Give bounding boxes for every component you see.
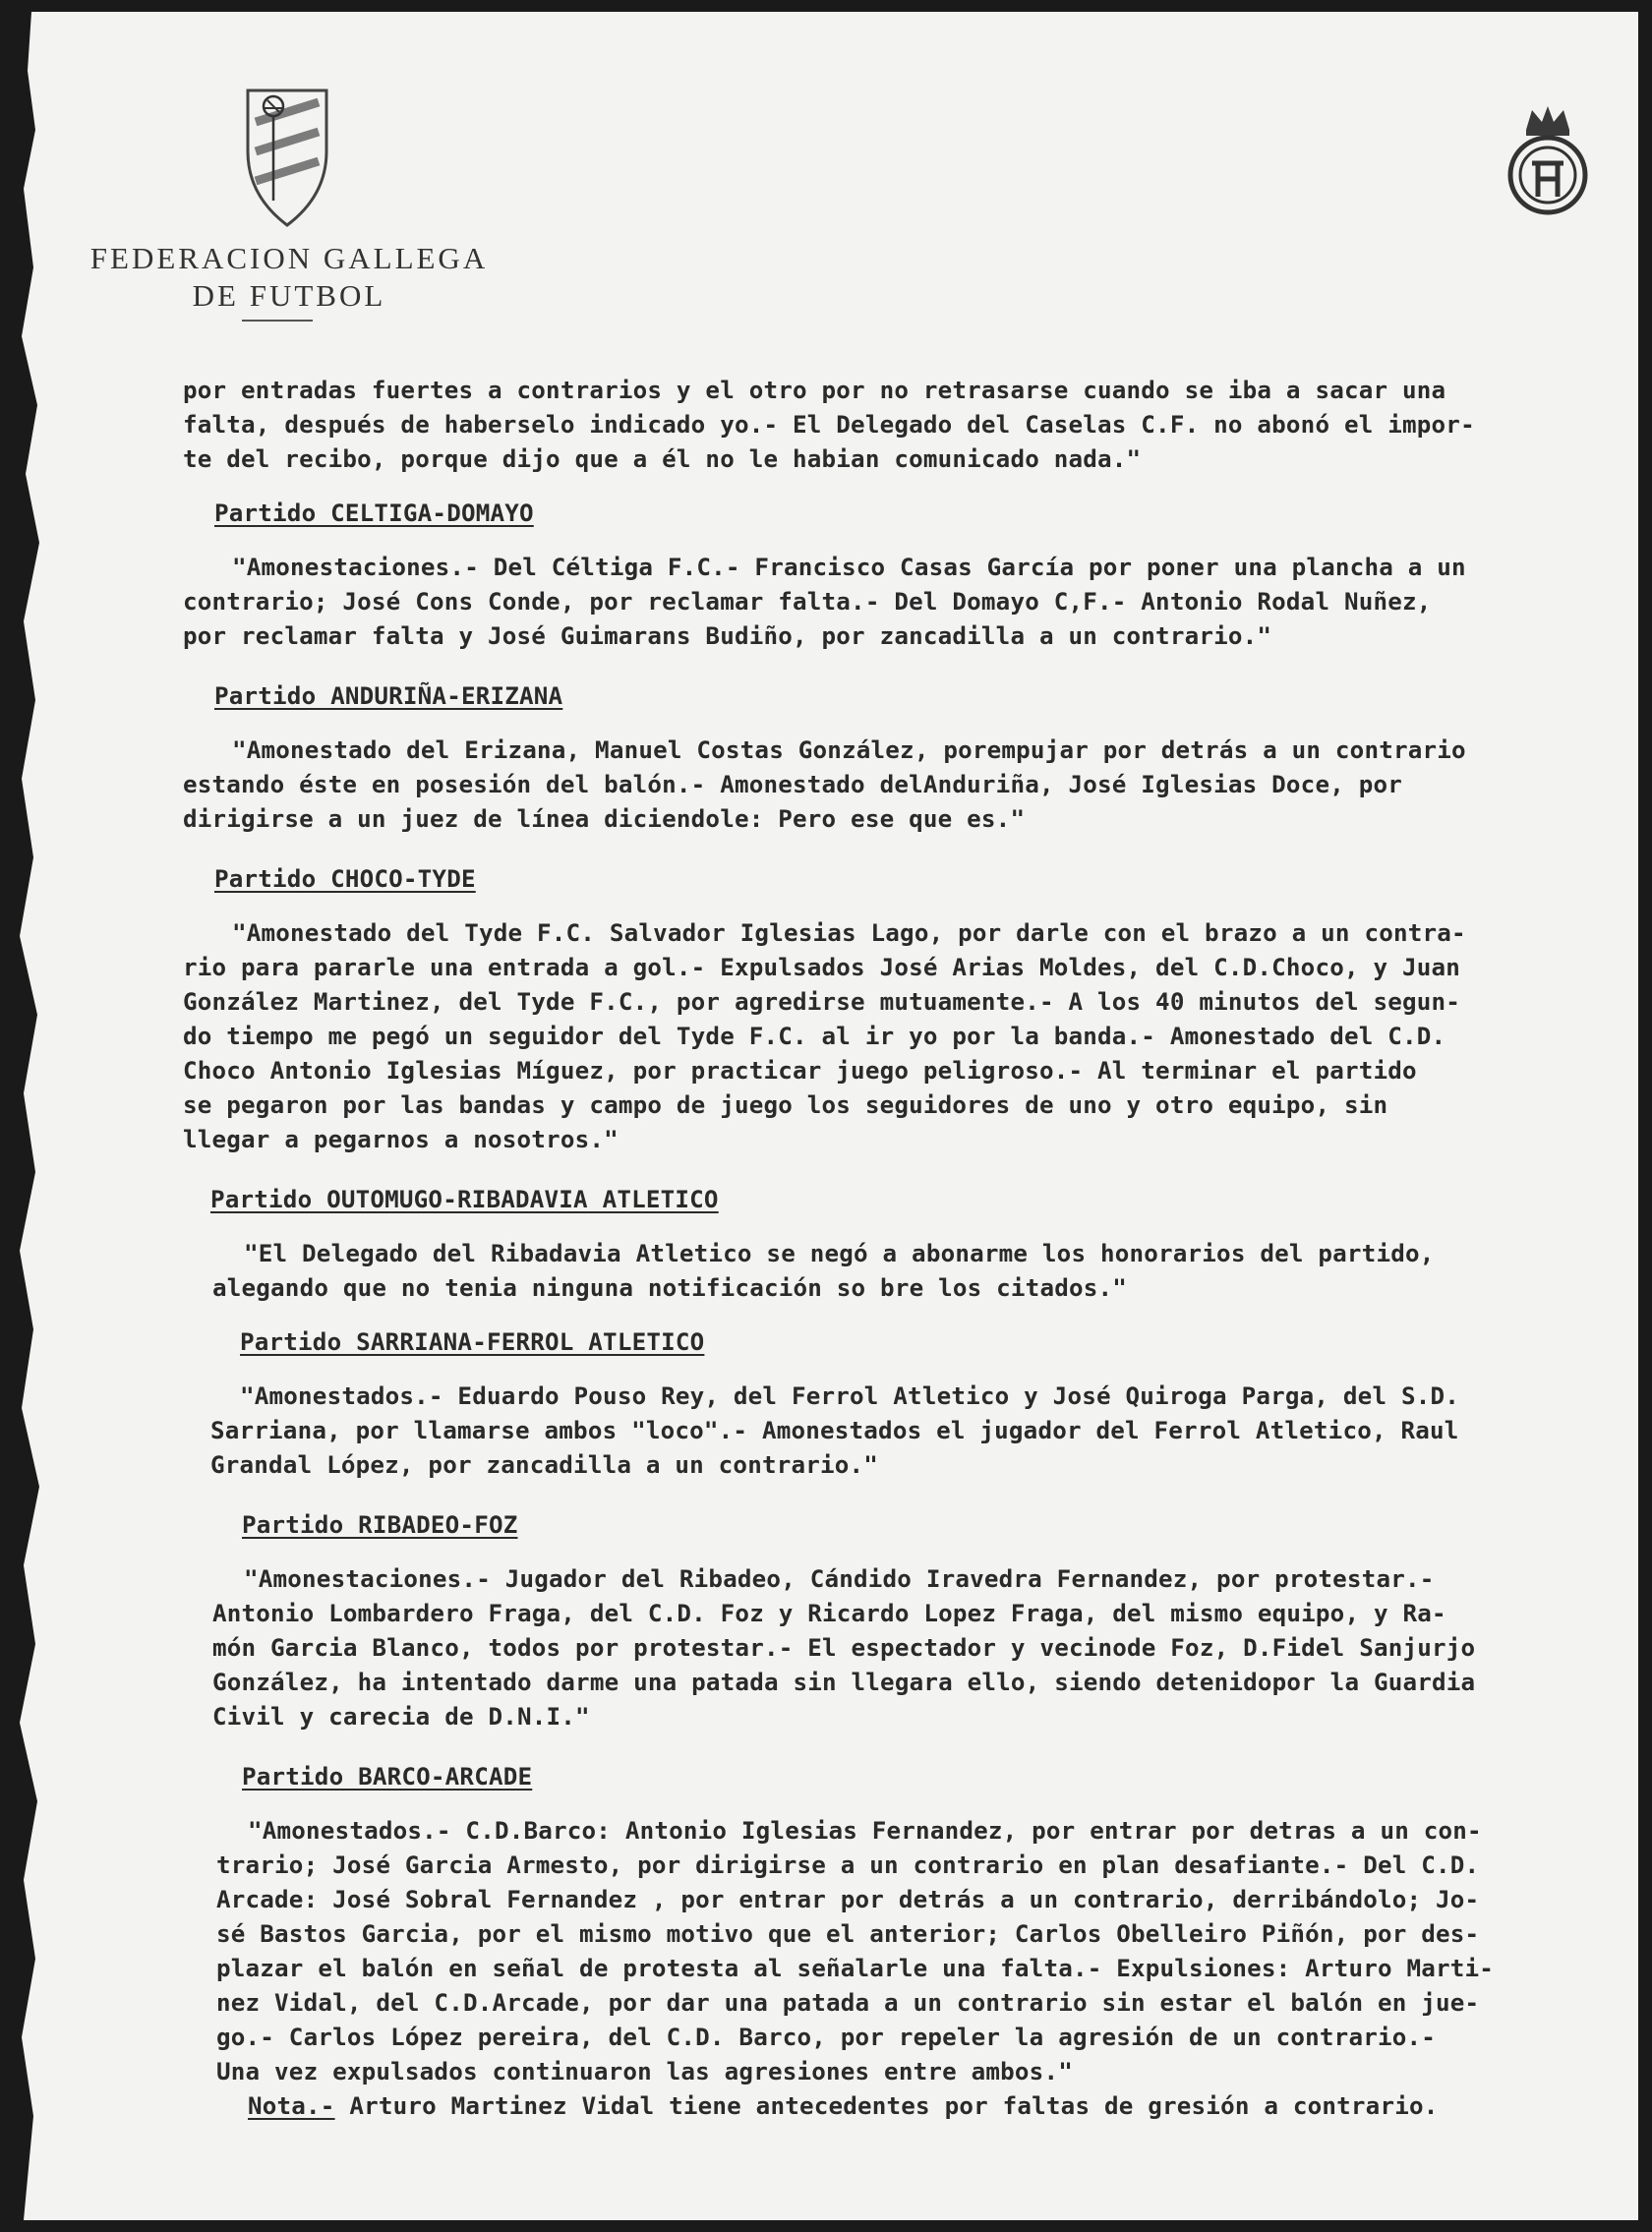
section-line: "Amonestados.- C.D.Barco: Antonio Iglesias Fernandez, por entrar por detras a un con- — [248, 1817, 1482, 1845]
section-line: Choco Antonio Iglesias Míguez, por practicar juego peligroso.- Al terminar el partido — [183, 1057, 1417, 1085]
section-line: Arcade: José Sobral Fernandez , por entrar por detrás a un contrario, derribándolo; Jo- — [216, 1886, 1480, 1913]
section-line: do tiempo me pegó un seguidor del Tyde F.C. al ir yo por la banda.- Amonestado del C.D. — [183, 1023, 1446, 1050]
note-label: Nota.- — [248, 2092, 335, 2120]
section-line: "Amonestaciones.- Del Céltiga F.C.- Francisco Casas García por poner una plancha a un — [232, 554, 1466, 581]
section-line: estando éste en posesión del balón.- Amonestado delAnduriña, José Iglesias Doce, por — [183, 771, 1403, 798]
intro-line: te del recibo, porque dijo que a él no le habian comunicado nada." — [183, 445, 1142, 473]
section-heading: Partido OUTOMUGO-RIBADAVIA ATLETICO — [210, 1186, 719, 1213]
document-page — [14, 12, 1638, 2220]
section-line: Antonio Lombardero Fraga, del C.D. Foz y Ricardo Lopez Fraga, del mismo equipo, y Ra- — [212, 1600, 1446, 1627]
section-line: sé Bastos Garcia, por el mismo motivo que el anterior; Carlos Obelleiro Piñón, por des- — [216, 1920, 1480, 1948]
section-line: "Amonestados.- Eduardo Pouso Rey, del Ferrol Atletico y José Quiroga Parga, del S.D. — [240, 1382, 1460, 1410]
section-line: rio para pararle una entrada a gol.- Expulsados José Arias Moldes, del C.D.Choco, y Juan — [183, 954, 1461, 981]
federation-crest-icon — [238, 83, 336, 230]
section-line: González Martinez, del Tyde F.C., por agredirse mutuamente.- A los 40 minutos del segun- — [183, 988, 1461, 1016]
intro-line: por entradas fuertes a contrarios y el otro por no retrasarse cuando se iba a sacar una — [183, 377, 1446, 404]
section-heading: Partido SARRIANA-FERROL ATLETICO — [240, 1328, 705, 1356]
organization-name-line2: DE FUTBOL — [192, 278, 386, 313]
section-line: Grandal López, por zancadilla a un contrario." — [210, 1451, 879, 1479]
section-line: alegando que no tenia ninguna notificación so bre los citados." — [212, 1274, 1128, 1302]
section-line: go.- Carlos López pereira, del C.D. Barco, por repeler la agresión de un contrario.- — [216, 2024, 1437, 2051]
section-line: se pegaron por las bandas y campo de juego los seguidores de uno y otro equipo, sin — [183, 1091, 1388, 1119]
report-body — [183, 374, 1619, 2124]
section-line: "Amonestado del Tyde F.C. Salvador Iglesias Lago, por darle con el brazo a un contra- — [232, 919, 1466, 947]
rfef-emblem-icon — [1499, 100, 1597, 218]
section-line: món Garcia Blanco, todos por protestar.- El espectador y vecinode Foz, D.Fidel Sanjurjo — [212, 1634, 1476, 1662]
section-heading: Partido RIBADEO-FOZ — [242, 1511, 518, 1539]
section-line: dirigirse a un juez de línea diciendole: Pero ese que es." — [183, 805, 1026, 833]
section-line: "El Delegado del Ribadavia Atletico se negó a abonarme los honorarios del partido, — [244, 1240, 1435, 1267]
note-line — [248, 2089, 1619, 2124]
section-line: Una vez expulsados continuaron las agresiones entre ambos." — [216, 2058, 1073, 2085]
section-line: "Amonestado del Erizana, Manuel Costas González, porempujar por detrás a un contrario — [232, 736, 1466, 764]
section-line: nez Vidal, del C.D.Arcade, por dar una patada a un contrario sin estar el balón en jue- — [216, 1989, 1480, 2017]
section-heading: Partido CELTIGA-DOMAYO — [214, 499, 534, 527]
letterhead-rule — [242, 320, 313, 322]
organization-name — [83, 240, 496, 315]
intro-line: falta, después de haberselo indicado yo.- El Delegado del Caselas C.F. no abonó el impor- — [183, 411, 1475, 439]
section-line: Sarriana, por llamarse ambos "loco".- Amonestados el jugador del Ferrol Atletico, Raul — [210, 1417, 1459, 1444]
section-line: Civil y carecia de D.N.I." — [212, 1703, 590, 1731]
section-line: contrario; José Cons Conde, por reclamar falta.- Del Domayo C,F.- Antonio Rodal Nuñez, — [183, 588, 1432, 616]
torn-edge — [14, 12, 73, 2220]
section-line: "Amonestaciones.- Jugador del Ribadeo, Cándido Iravedra Fernandez, por protestar.- — [244, 1565, 1435, 1593]
section-heading: Partido BARCO-ARCADE — [242, 1763, 533, 1791]
section-line: trario; José Garcia Armesto, por dirigirse a un contrario en plan desafiante.- Del C.D. — [216, 1851, 1480, 1879]
section-line: llegar a pegarnos a nosotros." — [183, 1126, 619, 1153]
section-heading: Partido CHOCO-TYDE — [214, 865, 476, 893]
section-line: por reclamar falta y José Guimarans Budiño, por zancadilla a un contrario." — [183, 622, 1272, 650]
note-text: Arturo Martinez Vidal tiene antecedentes por faltas de gresión a contrario. — [334, 2092, 1439, 2120]
section-line: González, ha intentado darme una patada sin llegara ello, siendo detenidopor la Guardia — [212, 1669, 1476, 1696]
section-heading: Partido ANDURIÑA-ERIZANA — [214, 682, 563, 710]
organization-name-line1: FEDERACION GALLEGA — [89, 241, 489, 275]
section-line: plazar el balón en señal de protesta al señalarle una falta.- Expulsiones: Arturo Marti- — [216, 1955, 1495, 1982]
